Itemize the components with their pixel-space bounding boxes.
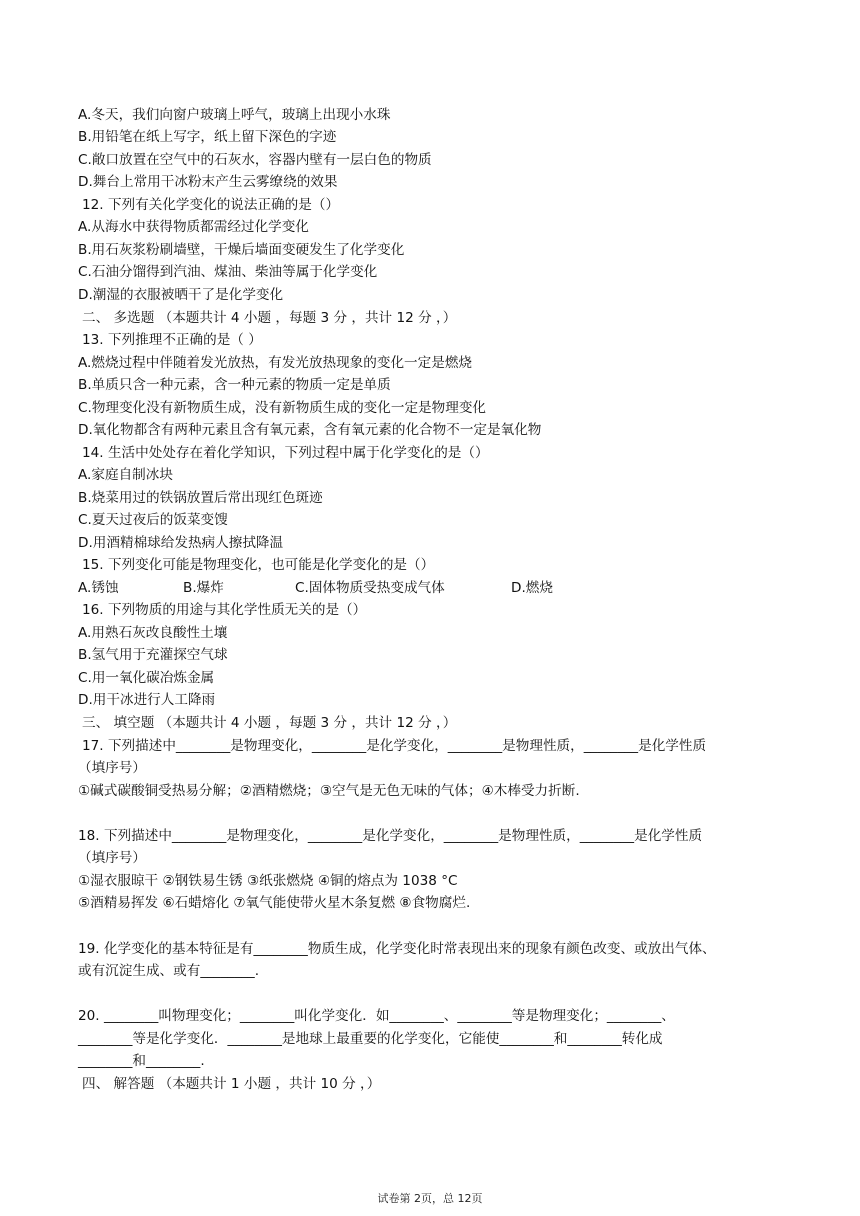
text-line: C.夏天过夜后的饭菜变馊 <box>78 512 228 528</box>
text-line: A.从海水中获得物质都需经过化学变化 <box>78 219 309 235</box>
text-line: D.用酒精棉球给发热病人擦拭降温 <box>78 535 284 551</box>
text-line: ________和________. <box>78 1053 205 1069</box>
text-line: C.石油分馏得到汽油、煤油、柴油等属于化学变化 <box>78 264 378 280</box>
text-line: 或有沉淀生成、或有________. <box>78 963 260 979</box>
text-line: ________等是化学变化．________是地球上最重要的化学变化，它能使________和________转化成 <box>78 1031 663 1047</box>
text-line: B.烧菜用过的铁锅放置后常出现红色斑迹 <box>78 490 323 506</box>
text-line: ①湿衣服晾干 ②钢铁易生锈 ③纸张燃烧 ④铜的熔点为 1038 °C <box>78 873 458 889</box>
question-12: 12. 下列有关化学变化的说法正确的是（） <box>82 197 340 213</box>
question-18: 18. 下列描述中________是物理变化，________是化学变化，________是物理性质，________是化学性质 <box>78 828 703 844</box>
option-d: D.燃烧 <box>511 580 553 596</box>
section-heading: 四、 解答题 （本题共计 1 小题 ，共计 10 分 ，） <box>82 1076 381 1092</box>
text-line: A.燃烧过程中伴随着发光放热，有发光放热现象的变化一定是燃烧 <box>78 355 473 371</box>
section-heading: 二、 多选题 （本题共计 4 小题 ，每题 3 分 ，共计 12 分 ，） <box>82 310 457 326</box>
text-line: B.单质只含一种元素，含一种元素的物质一定是单质 <box>78 377 391 393</box>
text-line: （填序号） <box>78 760 146 776</box>
text-line: C.用一氧化碳冶炼金属 <box>78 670 215 686</box>
text-line: D.氧化物都含有两种元素且含有氧元素，含有氧元素的化合物不一定是氧化物 <box>78 422 542 438</box>
text-line: A.家庭自制冰块 <box>78 467 173 483</box>
question-15: 15. 下列变化可能是物理变化，也可能是化学变化的是（） <box>82 557 435 573</box>
option-b: B.爆炸 <box>183 580 224 596</box>
text-line: D.潮湿的衣服被晒干了是化学变化 <box>78 287 284 303</box>
text-line: A.冬天，我们向窗户玻璃上呼气，玻璃上出现小水珠 <box>78 107 391 123</box>
question-16: 16. 下列物质的用途与其化学性质无关的是（） <box>82 602 367 618</box>
question-20: 20. ________叫物理变化；________叫化学变化．如________、________等是物理变化；________、 <box>78 1008 675 1024</box>
text-line: （填序号） <box>78 850 146 866</box>
option-a: A.锈蚀 <box>78 580 119 596</box>
page-footer: 试卷第 2页，总 12页 <box>377 1192 483 1205</box>
text-line: D.舞台上常用干冰粉末产生云雾缭绕的效果 <box>78 174 338 190</box>
question-17: 17. 下列描述中________是物理变化，________是化学变化，________是物理性质，________是化学性质 <box>82 738 707 754</box>
text-line: ①碱式碳酸铜受热易分解；②酒精燃烧；③空气是无色无味的气体；④木棒受力折断. <box>78 783 580 799</box>
text-line: B.用铅笔在纸上写字，纸上留下深色的字迹 <box>78 129 337 145</box>
question-14: 14. 生活中处处存在着化学知识，下列过程中属于化学变化的是（） <box>82 445 489 461</box>
text-line: C.敞口放置在空气中的石灰水，容器内壁有一层白色的物质 <box>78 152 432 168</box>
question-13: 13. 下列推理不正确的是（ ） <box>82 332 262 348</box>
text-line: B.用石灰浆粉刷墙壁，干燥后墙面变硬发生了化学变化 <box>78 242 405 258</box>
text-line: C.物理变化没有新物质生成，没有新物质生成的变化一定是物理变化 <box>78 400 487 416</box>
option-c: C.固体物质受热变成气体 <box>295 580 445 596</box>
text-line: A.用熟石灰改良酸性土壤 <box>78 625 228 641</box>
text-line: D.用干冰进行人工降雨 <box>78 692 216 708</box>
section-heading: 三、 填空题 （本题共计 4 小题 ，每题 3 分 ，共计 12 分 ，） <box>82 715 457 731</box>
text-line: B.氢气用于充灌探空气球 <box>78 647 228 663</box>
text-line: ⑤酒精易挥发 ⑥石蜡熔化 ⑦氧气能使带火星木条复燃 ⑧食物腐烂. <box>78 895 471 911</box>
question-19: 19. 化学变化的基本特征是有________物质生成，化学变化时常表现出来的现象有颜色改变、或放出气体、 <box>78 941 716 957</box>
q15-options <box>78 579 790 597</box>
